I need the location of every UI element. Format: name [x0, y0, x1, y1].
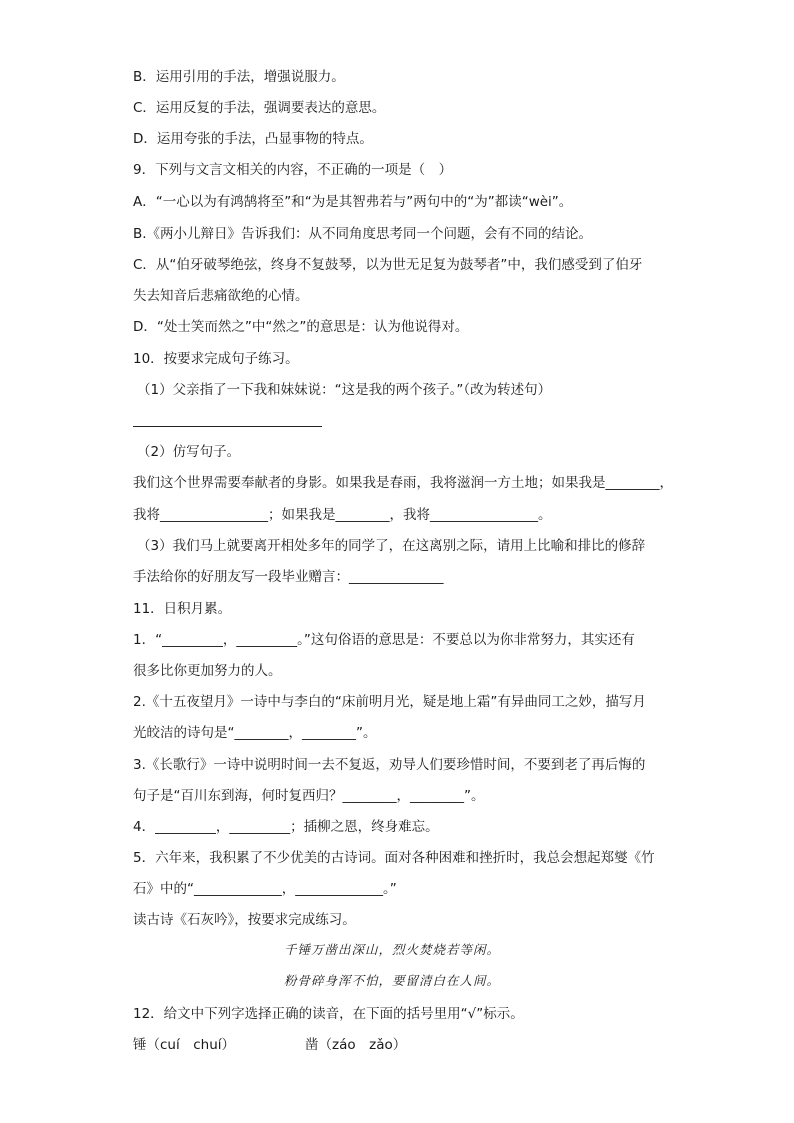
- q9-option-c-cont: 失去知音后悲痛欲绝的心情。: [133, 288, 309, 304]
- q11-item-2: 2.《十五夜望月》一诗中与李白的“床前明月光，疑是地上霜”有异曲同工之妙，描写月: [133, 694, 646, 710]
- question-11: 11．日积月累。: [133, 601, 232, 617]
- pinyin-item-zao: 凿（záo zǎo）: [305, 1037, 407, 1053]
- q10-part-3: （3）我们马上就要离开相处多年的同学了，在这离别之际，请用上比喻和排比的修辞: [137, 538, 646, 554]
- question-10: 10．按要求完成句子练习。: [133, 351, 299, 367]
- q11-item-4: 4．_________，_________；插柳之恩，终身难忘。: [133, 819, 439, 835]
- q10-part-3-cont: 手法给你的好朋友写一段毕业赠言：______________: [133, 569, 444, 585]
- q10-part-2-sentence-cont: 我将________________；如果我是________，我将________________。: [133, 507, 552, 523]
- pinyin-row: [133, 1036, 673, 1054]
- q11-item-1: 1．“_________，_________。”这句俗语的意思是：不要总以为你非常努力，其实还有: [133, 632, 635, 648]
- question-12: 12．给文中下列字选择正确的读音，在下面的括号里用“√”标示。: [133, 1006, 524, 1022]
- q9-option-c: C．从“伯牙破琴绝弦，终身不复鼓琴，以为世无足复为鼓琴者”中，我们感受到了伯牙: [133, 257, 643, 273]
- q9-option-a: A．“一心以为有鸿鹄将至”和“为是其智弗若与”两句中的“为”都读“wèi”。: [133, 194, 573, 210]
- q10-part-1: （1）父亲指了一下我和妹妹说：“这是我的两个孩子。”（改为转述句）: [137, 382, 552, 398]
- q11-item-2-cont: 光皎洁的诗句是“________，________”。: [133, 725, 377, 741]
- answer-line: [133, 426, 322, 427]
- q10-part-2-sentence: 我们这个世界需要奉献者的身影。如果我是春雨，我将滋润一方土地；如果我是________，: [133, 475, 673, 491]
- option-b: B．运用引用的手法，增强说服力。: [133, 69, 345, 85]
- option-c: C．运用反复的手法，强调要表达的意思。: [133, 100, 386, 116]
- q11-item-1-cont: 很多比你更加努力的人。: [133, 663, 282, 679]
- q9-option-b: B.《两小儿辩日》告诉我们：从不同角度思考同一个问题，会有不同的结论。: [133, 226, 593, 242]
- question-9: 9．下列与文言文相关的内容，不正确的一项是（ ）: [133, 162, 453, 178]
- q10-part-2: （2）仿写句子。: [137, 444, 241, 460]
- poem-intro: 读古诗《石灰吟》，按要求完成练习。: [133, 912, 356, 928]
- pinyin-item-chui: 锤（cuí chuí）: [133, 1037, 236, 1053]
- poem-line-2: 粉骨碎身浑不怕，要留清白在人间。: [284, 973, 501, 988]
- poem-line-1: 千锤万凿出深山，烈火焚烧若等闲。: [284, 942, 501, 957]
- option-d: D．运用夸张的手法，凸显事物的特点。: [133, 131, 373, 147]
- q9-option-d: D．“处士笑而然之”中“然之”的意思是：认为他说得对。: [133, 319, 469, 335]
- q11-item-5: 5．六年来，我积累了不少优美的古诗词。面对各种困难和挫折时，我总会想起郑燮《竹: [133, 850, 655, 866]
- q11-item-5-cont: 石》中的“_____________，_____________。”: [133, 881, 397, 897]
- q11-item-3-cont: 句子是“百川东到海，何时复西归？________，________”。: [133, 788, 485, 804]
- q11-item-3: 3.《长歌行》一诗中说明时间一去不复返，劝导人们要珍惜时间，不要到老了再后悔的: [133, 757, 646, 773]
